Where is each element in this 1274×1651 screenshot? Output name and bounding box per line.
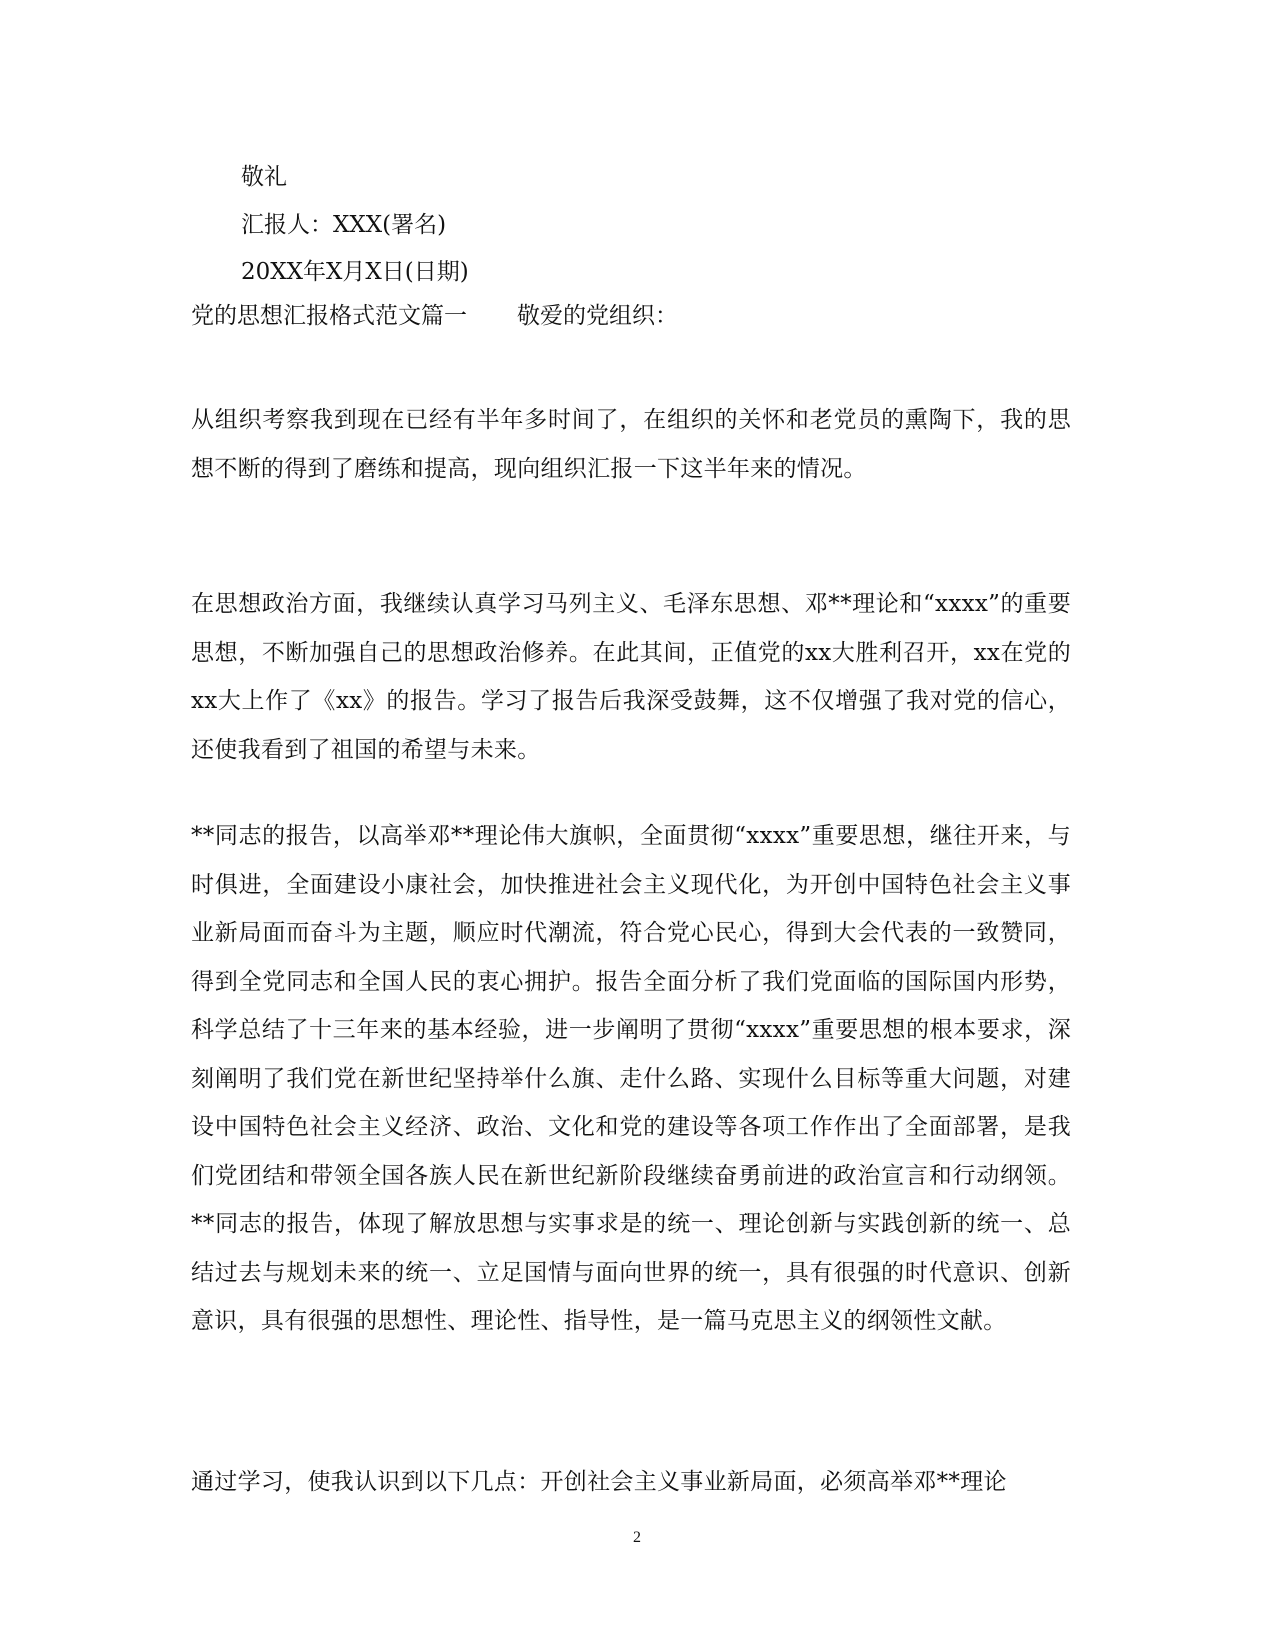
page-number: 2 <box>633 1529 641 1546</box>
paragraph-4: 通过学习，使我认识到以下几点：开创社会主义事业新局面，必须高举邓**理论 <box>191 1469 1007 1495</box>
closing-salutation: 敬礼 <box>241 164 287 190</box>
section-greeting: 敬爱的党组织： <box>517 303 678 329</box>
paragraph-1: 从组织考察我到现在已经有半年多时间了，在组织的关怀和老党员的熏陶下，我的思想不断的得到了磨练和提高，现向组织汇报一下这半年来的情况。 <box>191 407 1071 482</box>
section-heading-line <box>191 301 678 331</box>
report-date: 20XX年X月X日(日期) <box>241 259 469 285</box>
reporter-signature: 汇报人：XXX(署名) <box>241 212 447 238</box>
section-title: 党的思想汇报格式范文篇一 <box>191 303 467 329</box>
paragraph-2: 在思想政治方面，我继续认真学习马列主义、毛泽东思想、邓**理论和“xxxx”的重要思想，不断加强自己的思想政治修养。在此其间，正值党的xx大胜利召开，xx在党的xx大上作了《xx》的报告。学习了报告后我深受鼓舞，这不仅增强了我对党的信心，还使我看到了祖国的希望与未来。 <box>191 591 1071 763</box>
paragraph-3: **同志的报告，以高举邓**理论伟大旗帜，全面贯彻“xxxx”重要思想，继往开来，与时俱进，全面建设小康社会，加快推进社会主义现代化，为开创中国特色社会主义事业新局面而奋斗为主题，顺应时代潮流，符合党心民心，得到大会代表的一致赞同，得到全党同志和全国人民的衷心拥护。报告全面分析了我们党面临的国际国内形势，科学总结了十三年来的基本经验，进一步阐明了贯彻“xxxx”重要思想的根本要求，深刻阐明了我们党在新世纪坚持举什么旗、走什么路、实现什么目标等重大问题，对建设中国特色社会主义经济、政治、文化和党的建设等各项工作作出了全面部署，是我们党团结和带领全国各族人民在新世纪新阶段继续奋勇前进的政治宣言和行动纲领。**同志的报告，体现了解放思想与实事求是的统一、理论创新与实践创新的统一、总结过去与规划未来的统一、立足国情与面向世界的统一，具有很强的时代意识、创新意识，具有很强的思想性、理论性、指导性，是一篇马克思主义的纲领性文献。 <box>191 823 1071 1334</box>
